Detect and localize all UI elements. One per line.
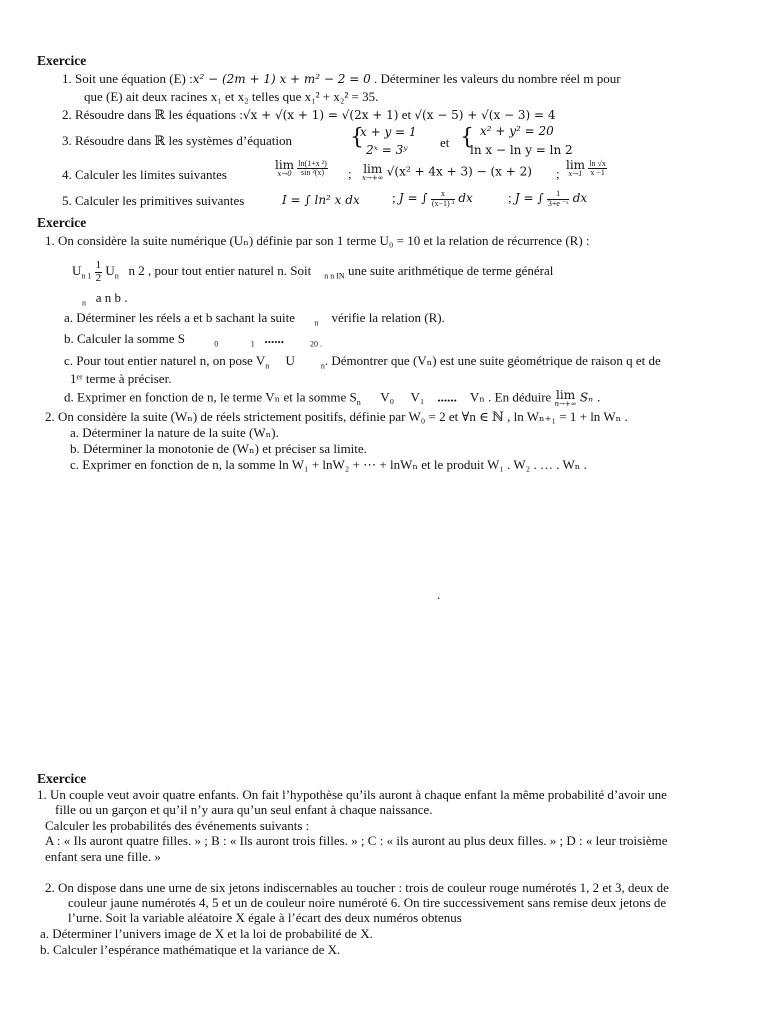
ex1-q4-lead: 4. Calculer les limites suivantes (62, 167, 227, 182)
ex3-q1-line3: Calculer les probabilités des événements suivants : (45, 818, 310, 833)
ex1-q3-sys2-a: x² + y² = 20 (480, 124, 554, 138)
ex2-q2-c: c. Exprimer en fonction de n, la somme ln W₁ + lnW₂ + ⋯ + lnWₙ et le produit W₁ . W₂ . … . Wₙ . (70, 457, 587, 472)
ex2-q2: 2. On considère la suite (Wₙ) de réels strictement positifs, définie par W₀ = 2 et ∀n ∈ ℕ , ln Wₙ₊₁ = 1 + ln Wₙ . (45, 409, 628, 424)
ex1-q3-sys2-b: ln x − ln y = ln 2 (470, 143, 573, 157)
exercise-2-title: Exercice (37, 215, 87, 230)
ex1-q4-lim1-fraction: $\frac{\text{ln(1+x ²)}}{\text{sin ²(x)}}$ (298, 158, 327, 177)
exercise-3-title: Exercice (37, 771, 87, 786)
ex2-q2-a: a. Déterminer la nature de la suite (Wₙ). (70, 425, 279, 440)
ex3-q1-line4: A : « Ils auront quatre filles. » ; B : « Ils auront trois filles. » ; C : « ils auront au plus deux filles. » ; D : « leur troisième (45, 833, 668, 848)
ex1-q2-eq2: √(x − 5) + √(x − 3) = 4 (414, 108, 556, 122)
ex1-q1-equation: x² − (2m + 1) x + m² − 2 = 0 (192, 72, 371, 86)
ex1-q4-lim3-fraction: $\frac{\ln √x}{x -1}$ (589, 158, 606, 177)
ex2-q1-c-line2: 1ᵉʳ terme à préciser. (70, 371, 172, 386)
ex1-question-1 (62, 71, 621, 86)
system-brace-2: { (460, 125, 474, 150)
ex3-q1-line1: 1. Un couple veut avoir quatre enfants. On fait l’hypothèse qu’ils auront à chaque enfant la même probabilité d’avoir une (37, 787, 667, 802)
ex1-q5-lead: 5. Calculer les primitives suivantes (62, 193, 245, 208)
ex2-q1-d: d. Exprimer en fonction de n, le terme Vₙ et la somme $S_n$ V₀ V₁ ...... Vₙ . En déduire lim n→+∞ Sₙ . (64, 388, 601, 408)
ex1-q3-mid: et (440, 135, 450, 150)
ex1-q1-tail: . Déterminer les valeurs du nombre réel m pour (370, 71, 621, 86)
system-brace-1: { (350, 125, 364, 150)
ex1-question-2 (62, 107, 556, 122)
exercise-1-title: Exercice (37, 53, 87, 68)
ex3-q2-line1: 2. On dispose dans une urne de six jetons indiscernables au toucher : trois de couleur rouge numérotés 1, 2 et 3, deux de (45, 880, 669, 895)
ex1-q5-integral-I: I = ∫ ln² x dx (282, 193, 360, 207)
ex2-q1-text: 1. On considère la suite numérique (Uₙ) définie par son 1 terme U₀ = 10 et la relation de récurrence (R) : (45, 233, 590, 248)
ex1-q4-limit-1: lim x→0 $\frac{\text{ln(1+x ²)}}{\text{sin ²(x)}}$ (275, 158, 327, 178)
ex1-q5-integral-J2: ; J = ∫ $\frac{1}{\text{3+e ⁻ˣ}}$ dx (508, 189, 588, 208)
ex1-q4-limit-2: lim x→+∞ √(x² + 4x + 3) − (x + 2) (362, 162, 532, 182)
ex1-q2-mid: et (398, 107, 415, 122)
ex2-q2-b: b. Déterminer la monotonie de (Wₙ) et préciser sa limite. (70, 441, 367, 456)
ex3-q1-line5: enfant sera une fille. » (45, 849, 161, 864)
ex3-q2-b: b. Calculer l’espérance mathématique et la variance de X. (40, 942, 341, 957)
ex1-q2-lead: 2. Résoudre dans ℝ les équations : (62, 107, 243, 122)
ex1-q1-line2: que (E) ait deux racines x₁ et x₂ telles que x₁² + x₂² = 35. (84, 89, 379, 104)
ex2-q1-b: b. Calculer la somme S $_0$ $_1$ ...... $_{20 .}$ (64, 331, 322, 349)
ex1-q3-lead: 3. Résoudre dans ℝ les systèmes d’équation (62, 133, 292, 148)
ex2-recurrence: $U_{n 1}$ $\frac{1}{2}$ $U_n$ n 2 , pour tout entier naturel n. Soit $_{n n IN}$ une suite arithmétique de terme général (72, 259, 554, 284)
ex3-q2-a: a. Déterminer l’univers image de X et la loi de probabilité de X. (40, 926, 373, 941)
ex1-q1-lead: 1. Soit une équation (E) : (62, 71, 193, 86)
ex1-q3-sys1-a: x + y = 1 (360, 125, 417, 139)
ex3-q2-line3: l’urne. Soit la variable aléatoire X égale à l’écart des deux numéros obtenus (68, 910, 462, 925)
ex1-q5-integral-J1: ; J = ∫ $\frac{x}{\text{(x−1) ³}}$ dx (392, 189, 473, 208)
document-page: Exercice 1. Soit une équation (E) :x² − (2m + 1) x + m² − 2 = 0 . Déterminer les valeurs du nombre réel m pour que (E) ait deux racines x₁ et x₂ telles que x₁² + x₂² = 35. 2. Résoudre dans ℝ les équations :√x + √(x + 1) = √(2x + 1) et √(x − 5) + √(x − 3) = 4 3. Résoudre dans ℝ les systèmes d’équation { x + y = 1 2ˣ = 3ʸ et { x² + y² = 20 ln x − ln y = ln 2 4. Calculer les limites suivantes lim x→0 $\frac{\text{ln(1+x ²)}}{\text{sin ²(x)}}$ ; lim x→+∞ √(x² + 4x + 3) − (x + 2) ; lim x→1 $\frac{\ln √x}{x -1}$ 5. Calculer les primitives suivantes I = ∫ ln² x dx ; J = ∫ $\frac{x}{\text{(x−1) ³}}$ dx ; J = ∫ $\frac{1}{\text{3+e ⁻ˣ}}$ dx Exercice 1. On considère la suite numérique (Uₙ) définie par son 1 terme U₀ = 10 et la relation de récurrence (R) : $U_{n 1}$ $\frac{1}{2}$ $U_n$ n 2 , pour tout entier naturel n. Soit $_{n n IN}$ une suite arithmétique de terme général $_n$ a n b . a. Déterminer les réels a et b sachant la suite $_n$ vérifie la relation (R). b. Calculer la somme S $_0$ $_1$ ...... $_{20 .}$ c. Pour tout entier naturel n, on pose $V_n$ U $_n$. Démontrer que (Vₙ) est une suite géométrique de raison q et de 1ᵉʳ terme à préciser. d. Exprimer en fonction de n, le terme Vₙ et la somme $S_n$ V₀ V₁ ...... Vₙ . En déduire lim n→+∞ Sₙ . 2. On considère la suite (Wₙ) de réels strictement positifs, définie par W₀ = 2 et ∀n ∈ ℕ , ln Wₙ₊₁ = 1 + ln Wₙ . a. Déterminer la nature de la suite (Wₙ). b. Déterminer la monotonie de (Wₙ) et préciser sa limite. c. Exprimer en fonction de n, la somme ln W₁ + lnW₂ + ⋯ + lnWₙ et le produit W₁ . W₂ . … . Wₙ . . Exercice 1. Un couple veut avoir quatre enfants. On fait l’hypothèse qu’ils auront à chaque enfant la même probabilité d’avoir une fille ou un garçon et qu’il n’y aura qu’un seul enfant à chaque naissance. Calculer les probabilités des événements suivants : A : « Ils auront quatre filles. » ; B : « Ils auront trois filles. » ; C : « ils auront au plus deux filles. » ; D : « leur troisième enfant sera une fille. » 2. On dispose dans une urne de six jetons indiscernables au toucher : trois de couleur rouge numérotés 1, 2 et 3, deux de couleur jaune numérotés 4, 5 et un de couleur noire numéroté 6. On tire successivement sans remise deux jetons de l’urne. Soit la variable aléatoire X égale à l’écart des deux numéros obtenus a. Déterminer l’univers image de X et la loi de probabilité de X. b. Calculer l’espérance mathématique et la variance de X. (37, 53, 669, 957)
ex1-q3-sys1-b: 2ˣ = 3ʸ (366, 143, 408, 157)
ex3-q2-line2: couleur jaune numérotés 4, 5 et un de couleur noire numéroté 6. On tire successivement sans remise deux jetons de (68, 895, 667, 910)
stray-dot: . (437, 587, 441, 602)
ex2-q1-a: a. Déterminer les réels a et b sachant la suite $_n$ vérifie la relation (R). (64, 310, 445, 328)
ex1-q4-limit-3: lim x→1 $\frac{\ln √x}{x -1}$ (566, 158, 606, 178)
ex3-q1-line2: fille ou un garçon et qu’il n’y aura qu’un seul enfant à chaque naissance. (55, 802, 433, 817)
ex1-q2-eq1: √x + √(x + 1) = √(2x + 1) (242, 108, 399, 122)
ex2-general-term: $_n$ a n b . (82, 290, 128, 308)
ex2-q1-c: c. Pour tout entier naturel n, on pose $V_n$ U $_n$. Démontrer que (Vₙ) est une suite géométrique de raison q et de (64, 353, 661, 371)
